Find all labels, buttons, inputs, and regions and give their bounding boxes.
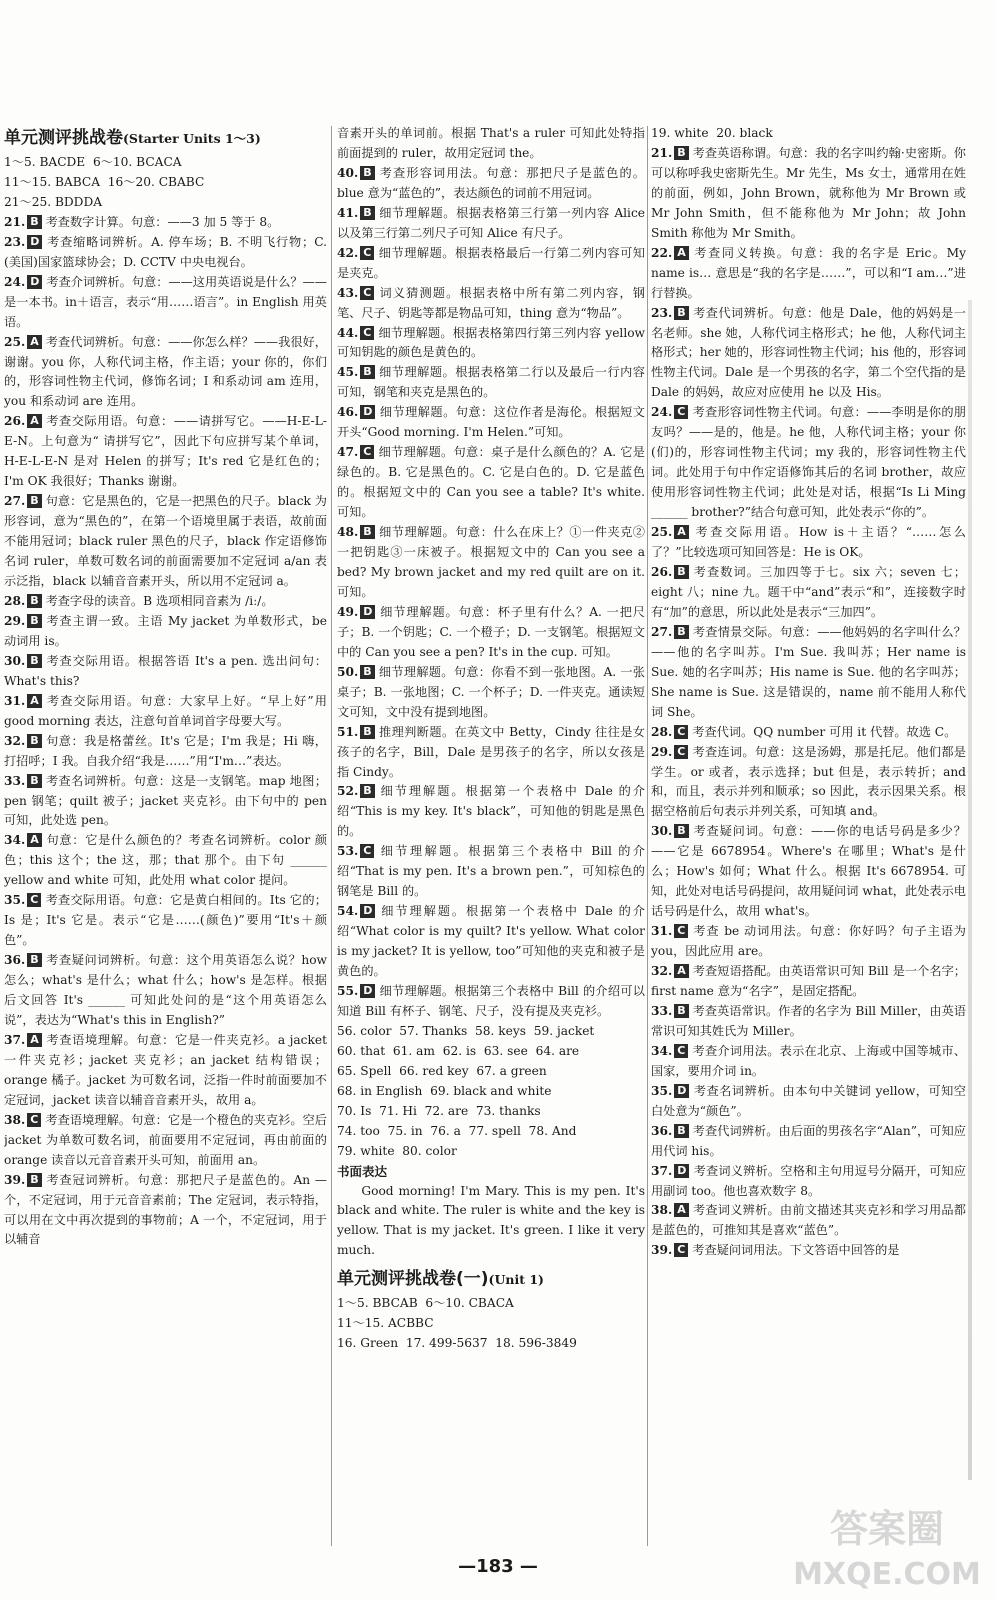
explanation-text: 考查缩略词辨析。A. 停车场；B. 不明飞行物；C.(美国)国家篮球协会；D. CCTV 中央电视台。 [4, 234, 327, 269]
column-middle [337, 124, 645, 1548]
explanation-text: 细节理解题。句意：这位作者是海伦。根据短文开头“Good morning. I'm Helen.”可知。 [337, 405, 645, 440]
explanation-item [651, 723, 966, 743]
explanation-text: 细节理解题。根据第三个表格中 Bill 的介绍“That is my pen. It's a brown pen.”，可知棕色的钢笔是 Bill 的。 [337, 844, 645, 899]
answer-letter-box: C [674, 924, 688, 938]
question-number: 34. [651, 1043, 673, 1058]
explanation-text: 考查主谓一致。主语 My jacket 为单数形式，be 动词用 is。 [4, 613, 327, 648]
explanation-item [651, 1002, 966, 1042]
section-title-text: 单元测评挑战卷(一) [337, 1269, 489, 1290]
answer-letter-box: C [360, 286, 374, 300]
explanation-text: 考查代词。QQ number 可用 it 代替。故选 C。 [692, 724, 957, 739]
explanation-item [651, 962, 966, 1002]
explanation-item [337, 363, 645, 403]
explanation-text: 句意：它是黑色的，它是一把黑色的尺子。black 为形容词，意为“黑色的”，在第一个语境里属于表语，故前面不能用冠词；black ruler 黑色的尺子，black 作定语修饰名词 ruler，单数可数名词的前面需要加不定冠词 a/an 表示泛指，black 以辅音音素开头，所以用不定冠词 a。 [4, 494, 327, 589]
question-number: 48. [337, 525, 359, 540]
question-number: 24. [651, 405, 673, 420]
explanation-text: 句意：它是什么颜色的？考查名词辨析。color 颜色；this 这个；the 这，那；that 那个。由下句 ______ yellow and white 可知，此处用 what color 提问。 [4, 833, 327, 888]
section-title-units: (Starter Units 1～3) [123, 131, 261, 146]
explanation-text: 考查字母的读音。B 选项相同音素为 /iː/。 [45, 593, 274, 608]
explanation-item [4, 1171, 327, 1251]
answer-letter-box: B [674, 1004, 688, 1018]
explanation-item [651, 1201, 966, 1241]
explanation-item [651, 1042, 966, 1082]
answer-letter-box: C [360, 246, 374, 260]
explanation-text: 细节理解题。根据表格最后一行第二列内容可知是夹克。 [337, 245, 645, 280]
explanation-text: 考查冠词辨析。句意：那把尺子是蓝色的。An —个，不定冠词，用于元音音素前；The 定冠词，表示特指，可以用在文中再次提到的事物前；A 一个，不定冠词，用于以辅音 [4, 1172, 327, 1247]
explanation-text: 细节理解题。根据第一个表格中 Dale 的介绍“What color is my quilt? It's yellow. What color is my jacket? It is yellow, too”可知他的夹克和被子是黄色的。 [337, 904, 645, 979]
answer-letter-box: A [674, 1203, 689, 1217]
answer-letter-box: A [674, 964, 689, 978]
explanation-text: 考查英语常识。作者的名字为 Bill Miller，由英语常识可知其姓氏为 Miller。 [651, 1003, 966, 1038]
explanation-item [651, 563, 966, 623]
answer-line: 60. that 61. am 62. is 63. see 64. are [337, 1043, 580, 1058]
explanation-item [4, 612, 327, 652]
explanation-text: 考查数词。三加四等于七。six 六；seven 七；eight 八；nine 九。题干中“and”表示“和”，连接数字时有“加”的意思，所以此处是表示“三加四”。 [651, 564, 966, 619]
answer-line: 11～15. ACBBC [337, 1316, 434, 1331]
section-title [337, 1267, 645, 1292]
answer-letter-box: B [27, 594, 41, 608]
explanation-item [651, 623, 966, 723]
explanation-list [337, 164, 645, 1022]
explanation-text: 考查疑问词。句意：——你的电话号码是多少？——它是 6678954。Where's 在哪里；What's 是什么；How's 如何；What 什么。根据 It's 6678954. 可知，此处对电话号码提问，故用疑问词 what，此处表示电话号码是什么，故用 what's。 [651, 824, 966, 919]
answer-letter-box: A [674, 525, 689, 539]
question-number: 49. [337, 604, 359, 619]
explanation-list [651, 144, 966, 1261]
column-divider [647, 126, 648, 1546]
answer-letter-box: B [360, 784, 374, 798]
question-number: 35. [4, 893, 26, 908]
question-number: 28. [4, 593, 26, 608]
explanation-text: 推理判断题。在英文中 Betty，Cindy 往往是女孩子的名字，Bill，Dale 是男孩子的名字，所以女孩是指 Cindy。 [337, 724, 645, 779]
question-number: 42. [337, 245, 359, 260]
explanation-item [337, 723, 645, 783]
answer-letter-box: C [674, 1243, 688, 1257]
answer-letter-box: B [27, 215, 41, 229]
question-number: 23. [4, 234, 26, 249]
question-number: 25. [651, 525, 673, 540]
answer-letter-box: B [27, 654, 41, 668]
question-number: 37. [4, 1032, 26, 1047]
question-number: 47. [337, 445, 359, 460]
explanation-text: 考查名词辨析。句意：这是一支钢笔。map 地图；pen 钢笔；quilt 被子；jacket 夹克衫。由下句中的 pen 可知，此处选 pen。 [4, 773, 327, 828]
answer-letter-box: B [27, 614, 41, 628]
answer-line: 21～25. BDDDA [4, 194, 103, 209]
question-number: 50. [337, 664, 359, 679]
explanation-item [4, 1111, 327, 1171]
answer-line: 70. Is 71. Hi 72. are 73. thanks [337, 1103, 541, 1118]
explanation-item [4, 333, 327, 413]
explanation-item [651, 1162, 966, 1202]
watermark-text-cn: 答案圈 [829, 1507, 945, 1551]
question-number: 51. [337, 724, 359, 739]
explanation-item [337, 603, 645, 663]
explanation-item [4, 951, 327, 1031]
explanation-text: 考查代词辨析。句意：——你怎么样？——我很好，谢谢。you 你，人称代词主格，作主语；your 你的，你们的，形容词性物主代词，修饰名词；I 和系动词 am 连用，you 和系动词 are 连用。 [4, 334, 327, 409]
question-number: 29. [651, 744, 673, 759]
explanation-list [4, 213, 327, 1251]
answer-letter-box: B [27, 1173, 41, 1187]
explanation-item [337, 443, 645, 523]
explanation-item [4, 1031, 327, 1111]
explanation-item [651, 244, 966, 304]
explanation-text: 考查形容词用法。句意：那把尺子是蓝色的。blue 意为“蓝色的”，表达颜色的词前不用冠词。 [337, 165, 645, 200]
explanation-item [337, 663, 645, 723]
section-title-units: (Unit 1) [488, 1272, 544, 1288]
question-number: 29. [4, 613, 26, 628]
watermark-text-en: MXQE.COM [793, 1557, 981, 1592]
column-right [651, 124, 966, 1548]
question-number: 46. [337, 405, 359, 420]
question-number: 30. [4, 653, 26, 668]
explanation-text: 考查交际用语。How is＋主语？“……怎么了？”比较选项可知回答是：He is OK。 [651, 525, 966, 560]
answer-letter-box: D [360, 904, 375, 918]
explanation-text: 考查疑问词辨析。句意：这个用英语怎么说？how 怎么；what's 是什么；what 什么；how's 是怎样。根据后文回答 It's ______ 可知此处问的是“这个用英语怎么说”，表达为“What's this in English?” [4, 953, 327, 1027]
explanation-item [337, 324, 645, 364]
answer-letter-box: D [27, 275, 42, 289]
answer-letter-box: B [360, 365, 374, 379]
answer-letter-box: D [360, 405, 375, 419]
explanation-text: 细节理解题。句意：杯子里有什么？A. 一把尺子；B. 一个钥匙；C. 一个橙子；D. 一支钢笔。根据短文中的 Can you see a pen? It's in the cup. 可知。 [337, 604, 645, 659]
answer-letter-box: C [360, 326, 374, 340]
question-number: 43. [337, 285, 359, 300]
answer-letter-box: B [27, 494, 41, 508]
explanation-text: 考查连词。句意：这是汤姆，那是托尼。他们都是学生。or 或者，表示选择；but 但是，表示转折；and 和，而且，表示并列和顺承；so 因此，表示因果关系。根据空格前后句表示并列关系，可知填 and。 [651, 744, 966, 819]
answer-letter-box: C [674, 1044, 688, 1058]
explanation-item [337, 164, 645, 204]
answer-line: 16. Green 17. 499-5637 18. 596-3849 [337, 1336, 577, 1351]
question-number: 35. [651, 1083, 673, 1098]
writing-sample: Good morning! I'm Mary. This is my pen. It's black and white. The ruler is white and the key is yellow. That is my jacket. It's green. I like it very much. [337, 1183, 645, 1258]
answer-letter-box: B [360, 525, 374, 539]
answer-letter-box: C [674, 725, 688, 739]
question-number: 24. [4, 274, 26, 289]
answer-letter-box: A [27, 694, 42, 708]
answer-letter-box: B [674, 625, 688, 639]
explanation-item [337, 284, 645, 324]
answer-letter-box: A [27, 414, 42, 428]
answer-letter-box: C [27, 893, 41, 907]
answer-line: 1～5. BACDE 6～10. BCACA [4, 155, 182, 169]
question-number: 33. [4, 773, 26, 788]
question-number: 34. [4, 833, 26, 848]
answer-letter-box: B [360, 206, 374, 220]
question-number: 32. [651, 964, 673, 979]
question-number: 25. [4, 334, 26, 349]
answer-letter-box: D [674, 1084, 689, 1098]
explanation-text: 细节理解题。句意：你看不到一张地图。A. 一张桌子；B. 一张地图；C. 一个杯子；D. 一件夹克。通读短文可知，文中没有提到地图。 [337, 664, 645, 719]
question-number: 31. [4, 693, 26, 708]
question-number: 27. [4, 494, 26, 509]
explanation-text: 考查英语称谓。句意：我的名字叫约翰·史密斯。你可以称呼我史密斯先生。Mr 先生，Ms 女士，通常用在姓的前面，例如，John Brown，就称他为 Mr Brown 或 Mr John Smith，但不能称他为 Mr John；故 John Smith 称他为 Mr Smith。 [651, 145, 966, 240]
question-number: 55. [337, 983, 359, 998]
answer-letter-box: D [360, 605, 375, 619]
answer-letter-box: B [27, 774, 41, 788]
explanation-item [4, 213, 327, 233]
question-number: 23. [651, 305, 673, 320]
explanation-text: 考查 be 动词用法。句意：你好吗？句子主语为 you，因此应用 are。 [651, 924, 966, 959]
answer-key-lines [4, 153, 327, 213]
explanation-text: 考查介词辨析。句意：——这用英语说是什么？——是一本书。in＋语言，表示“用……语言”。in English 用英语。 [4, 274, 327, 329]
explanation-item [337, 523, 645, 603]
explanation-item [4, 412, 327, 492]
explanation-item [651, 1122, 966, 1162]
answer-letter-box: B [674, 1124, 688, 1138]
answer-line: 79. white 80. color [337, 1143, 457, 1158]
question-number: 21. [651, 145, 673, 160]
explanation-text: 考查名词辨析。由本句中关键词 yellow，可知空白处意为“颜色”。 [651, 1083, 966, 1118]
explanation-text: 考查介词用法。表示在北京、上海或中国等城市、国家，要用介词 in。 [651, 1043, 966, 1078]
answer-letter-box: B [674, 824, 688, 838]
column-left [4, 124, 327, 1548]
explanation-text: 细节理解题。根据表格第三行第一列内容 Alice 以及第三行第二列尺子可知 Alice 有尺子。 [337, 205, 645, 240]
explanation-item [337, 403, 645, 443]
question-number: 53. [337, 844, 359, 859]
question-number: 39. [651, 1243, 673, 1258]
explanation-item [651, 922, 966, 962]
question-number: 22. [651, 245, 673, 260]
explanation-item [4, 831, 327, 891]
column-divider [331, 126, 332, 1546]
question-number: 44. [337, 325, 359, 340]
answer-line: 19. white 20. black [651, 126, 773, 140]
explanation-text: 考查交际用语。根据答语 It's a pen. 选出问句：What's this? [4, 653, 327, 688]
question-number: 27. [651, 624, 673, 639]
explanation-item [651, 144, 966, 244]
explanation-item [4, 772, 327, 832]
answer-line: 65. Spell 66. red key 67. a green [337, 1063, 547, 1078]
explanation-text: 考查交际用语。句意：大家早上好。“早上好”用 good morning 表达，注意句首单词首字母要大写。 [4, 693, 327, 728]
explanation-text: 考查语境理解。句意：它是一件夹克衫。a jacket 一件夹克衫；jacket 夹克衫；an jacket 结构错误；orange 橘子。jacket 为可数名词，泛指一件时前面要加不定冠词，jacket 读音以辅音音素开头，故用 a。 [4, 1032, 327, 1107]
explanation-item [4, 273, 327, 333]
fill-in-answers [337, 1022, 645, 1162]
question-number: 38. [4, 1112, 26, 1127]
answer-letter-box: B [360, 665, 374, 679]
answer-letter-box: C [360, 844, 374, 858]
answer-letter-box: C [674, 745, 688, 759]
explanation-item [651, 1082, 966, 1122]
question-number: 37. [651, 1163, 673, 1178]
question-number: 33. [651, 1003, 673, 1018]
explanation-text: 句意：我是格蕾丝。It's 它是；I'm 我是；Hi 嗨，打招呼；I 我。自我介绍“我是……”用“I'm…”表达。 [4, 733, 327, 768]
explanation-item [651, 304, 966, 404]
explanation-text: 细节理解题。根据表格第四行第三列内容 yellow 可知钥匙的颜色是黄色的。 [337, 325, 645, 360]
explanation-text: 细节理解题。根据第三个表格中 Bill 的介绍可以知道 Bill 有杯子、钢笔、尺子，没有提及夹克衫。 [337, 983, 645, 1018]
answer-letter-box: A [27, 1033, 42, 1047]
explanation-item [4, 492, 327, 592]
question-number: 26. [651, 564, 673, 579]
answer-line: 1～5. BBCAB 6～10. CBACA [337, 1296, 514, 1311]
explanation-text: 考查情景交际。句意：——他妈妈的名字叫什么？——他的名字叫苏。I'm Sue. 我叫苏；Her name is Sue. 她的名字叫苏；His name is Sue. 他的名字叫苏；She name is Sue. 这是错误的，name 前不能用人称代词 She。 [651, 624, 966, 719]
explanation-item [337, 204, 645, 244]
answer-letter-box: C [674, 405, 688, 419]
answer-key-lines [337, 1294, 645, 1354]
writing-heading: 书面表达 [337, 1163, 388, 1179]
answer-letter-box: C [27, 1113, 41, 1127]
answer-line: 56. color 57. Thanks 58. keys 59. jacket [337, 1023, 595, 1038]
explanation-item [651, 523, 966, 563]
explanation-item [4, 891, 327, 951]
answer-letter-box: B [360, 725, 374, 739]
section-title-text: 单元测评挑战卷 [4, 128, 123, 148]
answer-letter-box: A [27, 833, 42, 847]
question-number: 28. [651, 724, 673, 739]
question-number: 52. [337, 784, 359, 799]
explanation-text: 考查交际用语。句意：——请拼写它。——H-E-L-E-N。上句意为“ 请拼写它”，因此下句应拼写某个单词，H-E-L-E-N 是对 Helen 的拼写；It's red 它是红色的；I'm OK 我很好；Thanks 谢谢。 [4, 414, 327, 489]
question-number: 31. [651, 924, 673, 939]
explanation-text: 考查疑问词用法。下文答语中回答的是 [692, 1243, 900, 1258]
explanation-item [337, 902, 645, 982]
answer-line: 68. in English 69. black and white [337, 1083, 552, 1098]
watermark-logo [792, 1498, 982, 1592]
question-number: 45. [337, 365, 359, 380]
explanation-text: 细节理解题。根据表格第二行以及最后一行内容可知，钢笔和夹克是黑色的。 [337, 365, 645, 400]
explanation-item [4, 732, 327, 772]
explanation-text: 细节理解题。根据第一个表格中 Dale 的介绍“This is my key. It's black”，可知他的钥匙是黑色的。 [337, 784, 645, 839]
explanation-text: 考查词义辨析。由前文描述其夹克衫和学习用品都是蓝色的，可推知其是喜欢“蓝色”。 [651, 1203, 966, 1238]
explanation-text: 考查数字计算。句意：——3 加 5 等于 8。 [45, 214, 280, 229]
answer-letter-box: B [674, 146, 688, 160]
explanation-text: 考查代词辨析。由后面的男孩名字“Alan”，可知应用代词 his。 [651, 1123, 966, 1158]
explanation-text: 词义猜测题。根据表格中所有第二列内容，钢笔、尺子、钥匙等都是物品可知，thing 意为“物品”。 [337, 285, 645, 320]
question-number: 21. [4, 214, 26, 229]
answer-letter-box: D [360, 984, 375, 998]
section-title [4, 126, 327, 151]
explanation-item [337, 782, 645, 842]
answer-line: 74. too 75. in 76. a 77. spell 78. And [337, 1123, 577, 1138]
explanation-text: 细节理解题。句意：桌子是什么颜色的？A. 它是绿色的。B. 它是黑色的。C. 它是白色的。D. 它是蓝色的。根据短文中的 Can you see a table? It's white. 可知。 [337, 445, 645, 520]
explanation-text: 考查同义转换。句意：我的名字是 Eric。My name is… 意思是“我的名字是……”，可以和“I am…”进行替换。 [651, 245, 966, 300]
question-number: 39. [4, 1172, 26, 1187]
answer-letter-box: A [27, 335, 42, 349]
question-number: 32. [4, 733, 26, 748]
answer-letter-box: A [674, 246, 689, 260]
explanation-text: 细节理解题。句意：什么在床上？①一件夹克②一把钥匙③一床被子。根据短文中的 Can you see a bed? My brown jacket and my red quilt are on it. 可知。 [337, 525, 645, 599]
explanation-item [651, 822, 966, 922]
question-number: 40. [337, 165, 359, 180]
explanation-item [4, 692, 327, 732]
answer-letter-box: B [674, 565, 688, 579]
explanation-item [337, 982, 645, 1022]
explanation-item [651, 403, 966, 523]
explanation-item [4, 652, 327, 692]
answer-letter-box: B [360, 166, 374, 180]
answer-letter-box: B [27, 734, 41, 748]
explanation-item [337, 842, 645, 902]
answer-letter-box: D [27, 235, 42, 249]
explanation-text: 考查形容词性物主代词。句意：——李明是你的朋友吗？——是的，他是。he 他，人称代词主格；your 你(们)的，形容词性物主代词；my 我的，形容词性物主代词。此处用于句中作定语修饰其后的名词 brother，故应使用形容词性物主代词；此处是对话，根据“Is Li Ming ______ brother?”结合句意可知，此处表示“你的”。 [651, 405, 966, 520]
question-number: 26. [4, 414, 26, 429]
answer-line: 11～15. BABCA 16～20. CBABC [4, 174, 205, 189]
question-number: 41. [337, 205, 359, 220]
explanation-item [651, 743, 966, 823]
question-number: 36. [4, 953, 26, 968]
page-edge-shadow [968, 300, 972, 1480]
continued-explanation: 音素开头的单词前。根据 That's a ruler 可知此处特指前面提到的 ruler，故用定冠词 the。 [337, 126, 645, 160]
explanation-item [4, 592, 327, 612]
answer-letter-box: B [27, 953, 41, 967]
answer-letter-box: B [674, 306, 688, 320]
question-number: 36. [651, 1123, 673, 1138]
explanation-text: 考查短语搭配。由英语常识可知 Bill 是一个名字；first name 意为“名字”，是固定搭配。 [651, 964, 966, 998]
question-number: 54. [337, 904, 359, 919]
explanation-text: 考查语境理解。句意：它是一个橙色的夹克衫。空后 jacket 为单数可数名词，前面要用不定冠词，再由前面的 orange 读音以元音音素开头可知，前面用 an。 [4, 1112, 327, 1167]
explanation-text: 考查词义辨析。空格和主句用逗号分隔开，可知应用副词 too。他也喜欢数字 8。 [651, 1163, 966, 1198]
question-number: 38. [651, 1203, 673, 1218]
question-number: 30. [651, 824, 673, 839]
answer-letter-box: D [674, 1164, 689, 1178]
page-number: —183 — [458, 1556, 538, 1577]
answer-letter-box: C [360, 445, 374, 459]
explanation-item [4, 233, 327, 273]
explanation-item [337, 244, 645, 284]
explanation-text: 考查交际用语。句意：它是黄白相间的。Its 它的；Is 是；It's 它是。表示“它是……(颜色)”要用“It's＋颜色”。 [4, 893, 327, 948]
explanation-text: 考查代词辨析。句意：他是 Dale，他的妈妈是一名老师。she 她，人称代词主格形式；he 他，人称代词主格形式；her 她的，形容词性物主代词；his 他的，形容词性物主代词。Dale 是一个男孩的名字，第二个空代指的是 Dale 的妈妈，故应对应使用 he 以及 His。 [651, 305, 966, 400]
explanation-item [651, 1241, 966, 1261]
